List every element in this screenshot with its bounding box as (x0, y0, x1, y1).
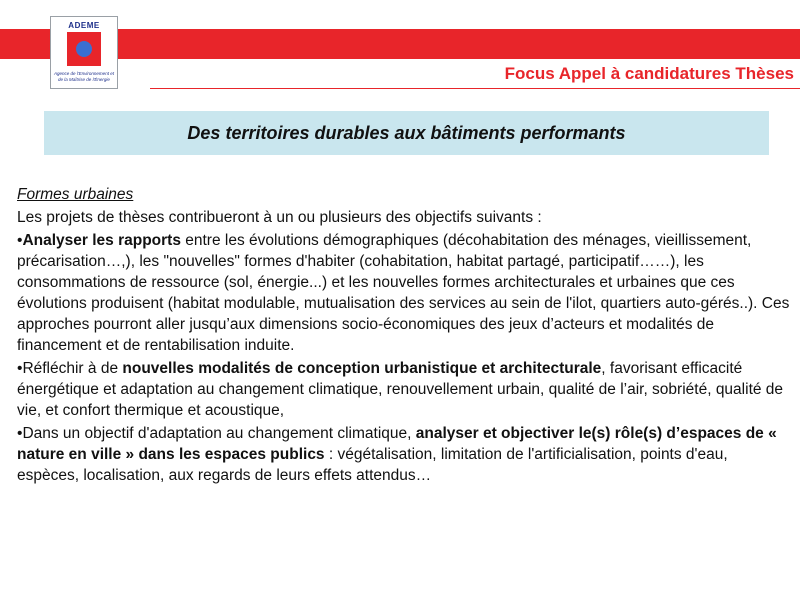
bullet-text: , favorisant efficacité énergétique et adaptation au changement climatique, renouvellement urbain, qualité de l’air, sobriété, qualité de vie, et confort thermique et acoustique, (17, 360, 784, 419)
logo-subtitle: Agence de l'Environnement et de la Maîtrise de l'Énergie (54, 71, 114, 82)
bullet-pre: Réfléchir à de (22, 360, 123, 377)
globe-icon (76, 41, 92, 57)
bullet-bold: nouvelles modalités de conception urbanistique et architecturale (122, 360, 602, 377)
bullet-item: •Analyser les rapports entre les évolutions démographiques (décohabitation des ménages, vieillissement, précarisation…,), les "nouvelles" formes d'habiter (cohabitation, habitat partagé, participatif……), les consommations de ressource (sol, énergie...) et les nouvelles formes architecturales et urbaines que ces évolutions produisent (habitat modulable, mutualisation des services au sein de l'ilot, quartiers auto-gérés..). Ces approches pourront aller jusqu’aux dimensions socio-économiques des jeux d’acteurs et modalités de financement et de rentabilisation induite. (17, 232, 790, 354)
header-title: Focus Appel à candidatures Thèses (504, 64, 794, 83)
bullet-pre: Dans un objectif d'adaptation au changement climatique, (22, 425, 416, 442)
ademe-logo (50, 16, 118, 89)
bullet-bold: analyser et objectiver le(s) rôle(s) d’espaces de « nature en ville » dans les espaces publics (17, 425, 777, 463)
logo-name: ADEME (68, 21, 100, 30)
topic-banner (44, 111, 769, 155)
bullet-text: entre les évolutions démographiques (décohabitation des ménages, vieillissement, précarisation…,), les "nouvelles" formes d'habiter (cohabitation, habitat partagé, participatif……), les consommations de ressource (sol, énergie...) et les nouvelles formes architecturales et urbaines que ces évolutions produisent (habitat modulable, mutualisation des services au sein de l'ilot, quartiers auto-gérés..). Ces approches pourront aller jusqu’aux dimensions socio-économiques des jeux d’acteurs et modalités de financement et de rentabilisation induite. (17, 232, 790, 354)
banner-title: Des territoires durables aux bâtiments performants (187, 122, 626, 143)
header-red-band (0, 29, 800, 59)
bullet-item: •Dans un objectif d'adaptation au changement climatique, analyser et objectiver le(s) rôle(s) d’espaces de « nature en ville » dans les espaces publics : végétalisation, limitation de l'artificialisation, points d'eau, espèces, localisation, aux regards de leurs effets attendus… (17, 425, 777, 484)
bullet-item: •Réfléchir à de nouvelles modalités de conception urbanistique et architecturale, favorisant efficacité énergétique et adaptation au changement climatique, renouvellement urbain, qualité de l’air, sobriété, qualité de vie, et confort thermique et acoustique, (17, 360, 784, 419)
bullet-text: : végétalisation, limitation de l'artificialisation, points d'eau, espèces, localisation, aux regards de leurs effets attendus… (17, 446, 728, 484)
intro-text: Les projets de thèses contribueront à un ou plusieurs des objectifs suivants : (17, 209, 542, 226)
header-divider (150, 88, 800, 89)
slide-content (17, 184, 793, 488)
section-subtitle: Formes urbaines (17, 186, 134, 203)
bullet-bold: Analyser les rapports (22, 232, 181, 249)
logo-emblem (67, 32, 101, 66)
